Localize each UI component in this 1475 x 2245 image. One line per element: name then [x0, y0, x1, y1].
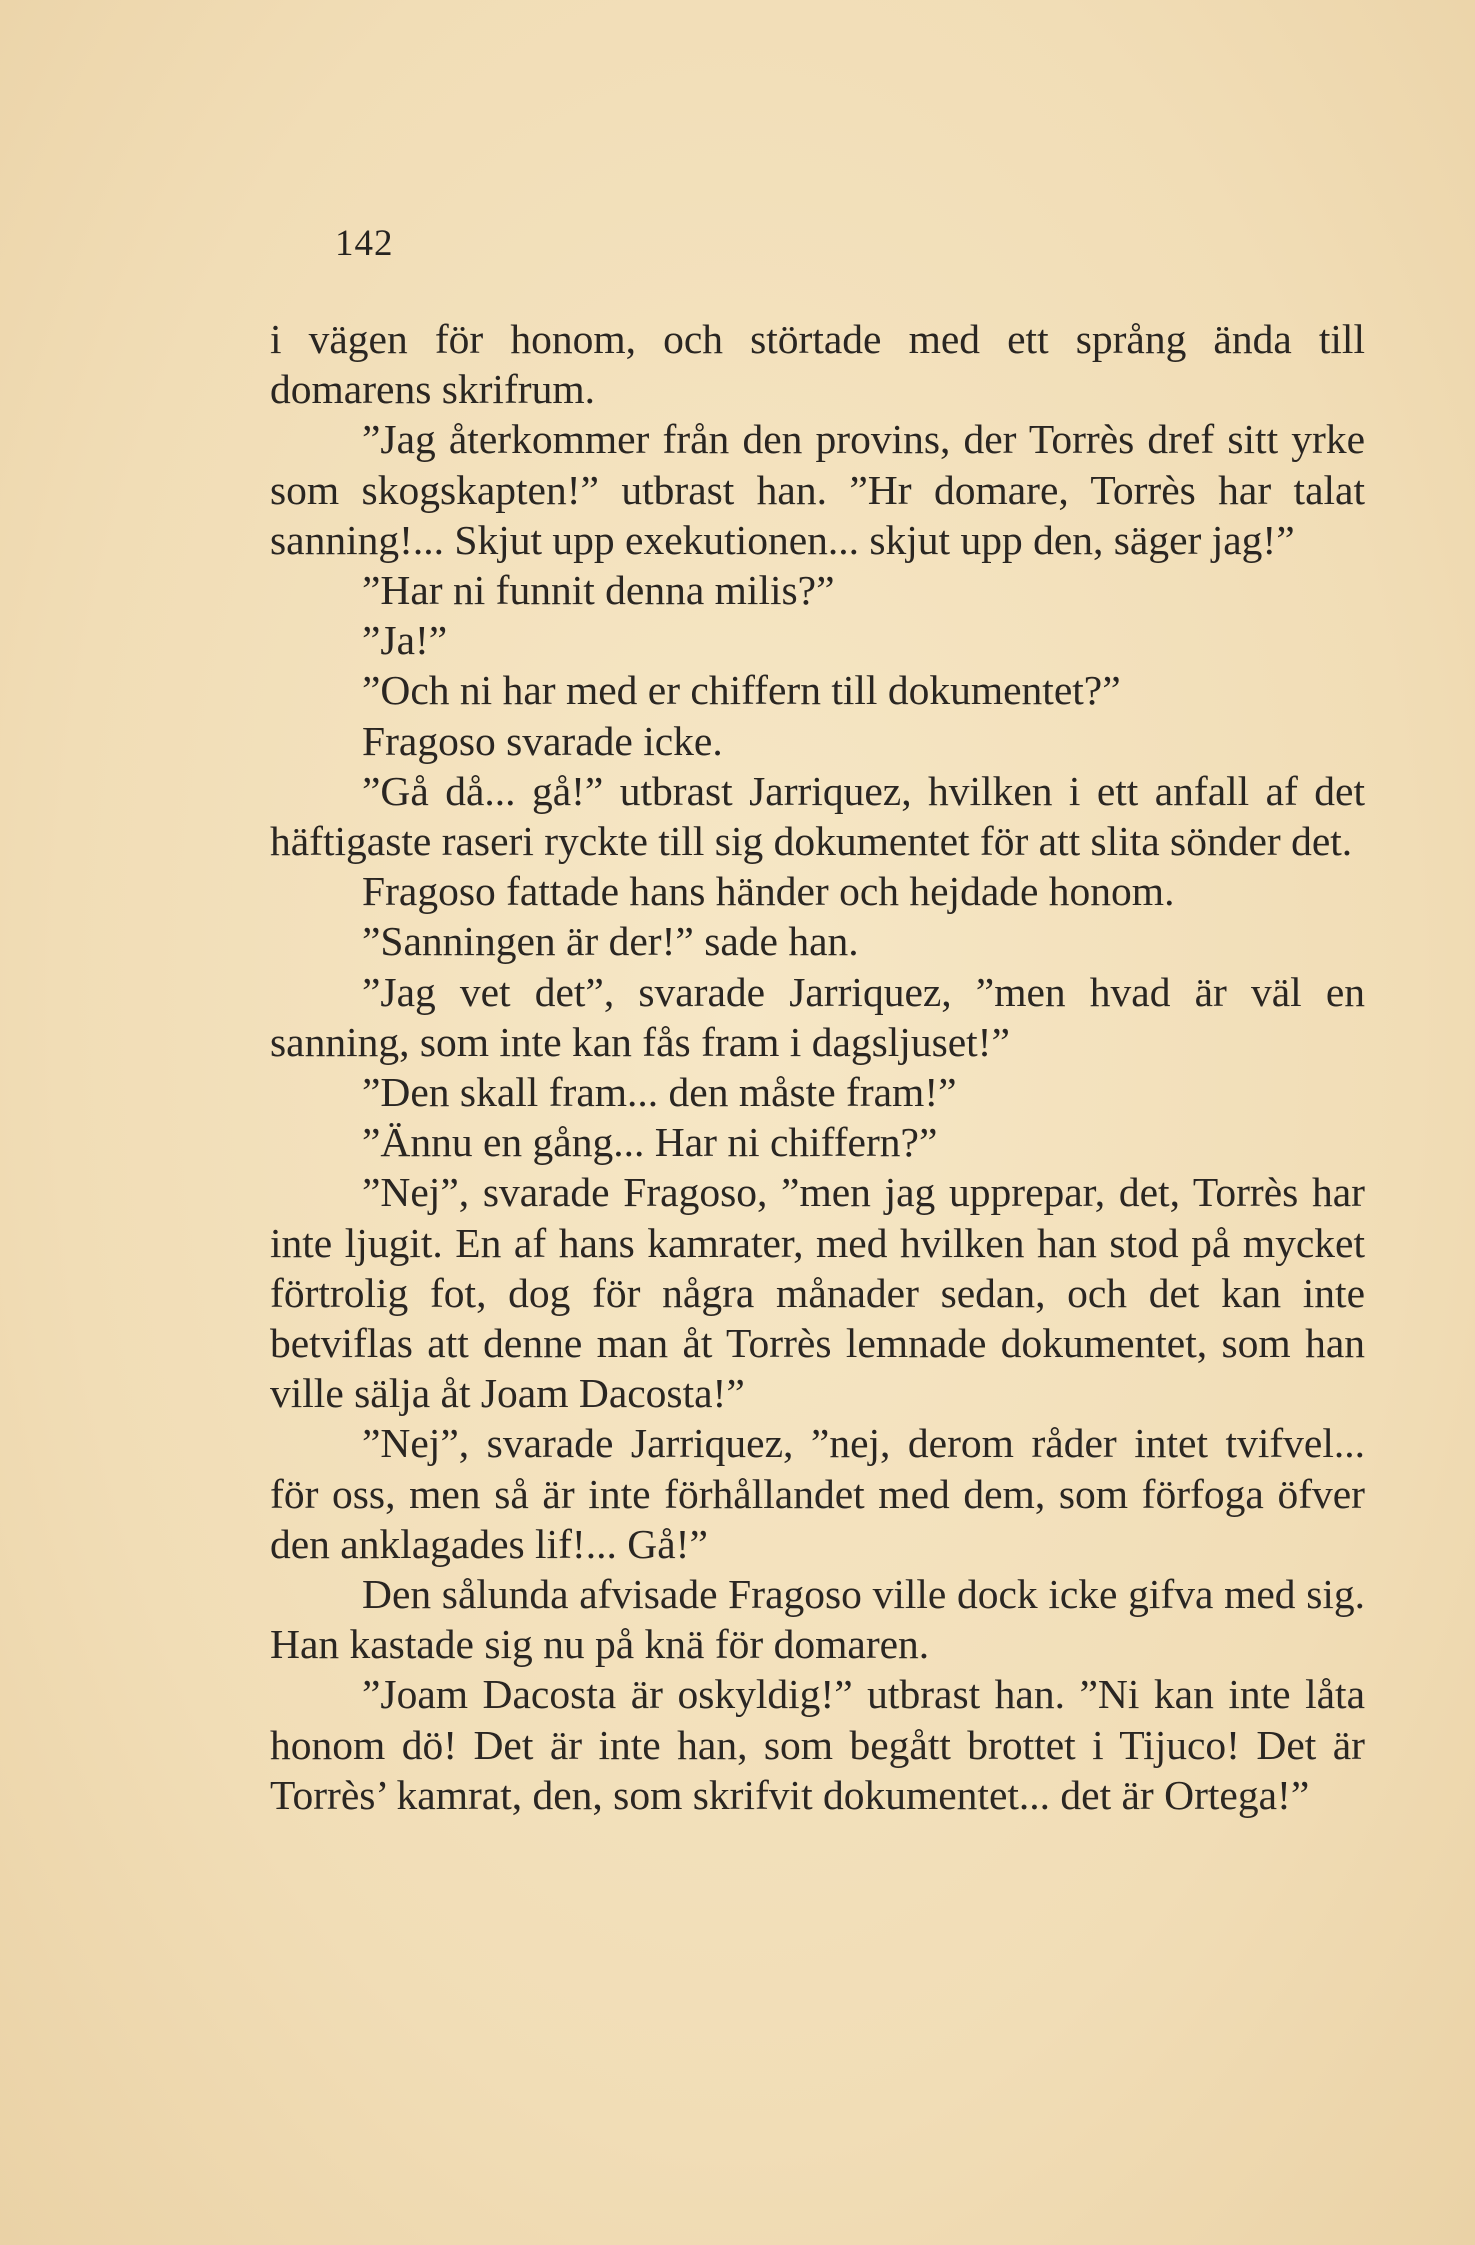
paragraph: Den sålunda afvisade Fragoso ville dock icke gifva med sig. Han kastade sig nu på knä för domaren.	[270, 1571, 1365, 1668]
paragraph: i vägen för honom, och störtade med ett språng ända till domarens skrifrum.	[270, 316, 1365, 413]
paragraph: ”Nej”, svarade Jarriquez, ”nej, derom råder intet tvifvel... för oss, men så är inte förhållandet med dem, som förfoga öfver den anklagades lif!... Gå!”	[270, 1420, 1365, 1567]
paragraph: ”Joam Dacosta är oskyldig!” utbrast han. ”Ni kan inte låta honom dö! Det är inte han, som begått brottet i Tijuco! Det är Torrès’ kamrat, den, som skrifvit dokumentet... det är Ortega!”	[270, 1671, 1365, 1818]
page-number: 142	[335, 223, 394, 264]
paragraph: ”Nej”, svarade Fragoso, ”men jag upprepar, det, Torrès har inte ljugit. En af hans kamrater, med hvilken han stod på mycket förtrolig fot, dog för några månader sedan, och det kan inte betviflas att denne man åt Torrès lemnade dokumentet, som han ville sälja åt Joam Dacosta!”	[270, 1169, 1365, 1417]
paragraph: ”Den skall fram... den måste fram!”	[362, 1069, 957, 1116]
paragraph: ”Jag vet det”, svarade Jarriquez, ”men hvad är väl en sanning, som inte kan fås fram i dagsljuset!”	[270, 968, 1365, 1065]
paragraph: ”Ännu en gång... Har ni chiffern?”	[362, 1119, 938, 1166]
paragraph: Fragoso fattade hans händer och hejdade honom.	[362, 868, 1175, 915]
paragraph: ”Jag återkommer från den provins, der Torrès dref sitt yrke som skogskapten!” utbrast han. ”Hr domare, Torrès har talat sanning!... Skjut upp exekutionen... skjut upp den, säger jag!”	[270, 416, 1365, 563]
paragraph: ”Gå då... gå!” utbrast Jarriquez, hvilken i ett anfall af det häftigaste raseri ryckte till sig dokumentet för att slita sönder det.	[270, 767, 1365, 865]
paragraph: ”Sanningen är der!” sade han.	[362, 918, 859, 965]
body-text	[270, 314, 1365, 1820]
paragraph: ”Har ni funnit denna milis?”	[362, 567, 835, 614]
paragraph: ”Och ni har med er chiffern till dokumentet?”	[362, 667, 1121, 714]
paragraph: ”Ja!”	[362, 617, 448, 664]
paragraph: Fragoso svarade icke.	[362, 717, 723, 764]
